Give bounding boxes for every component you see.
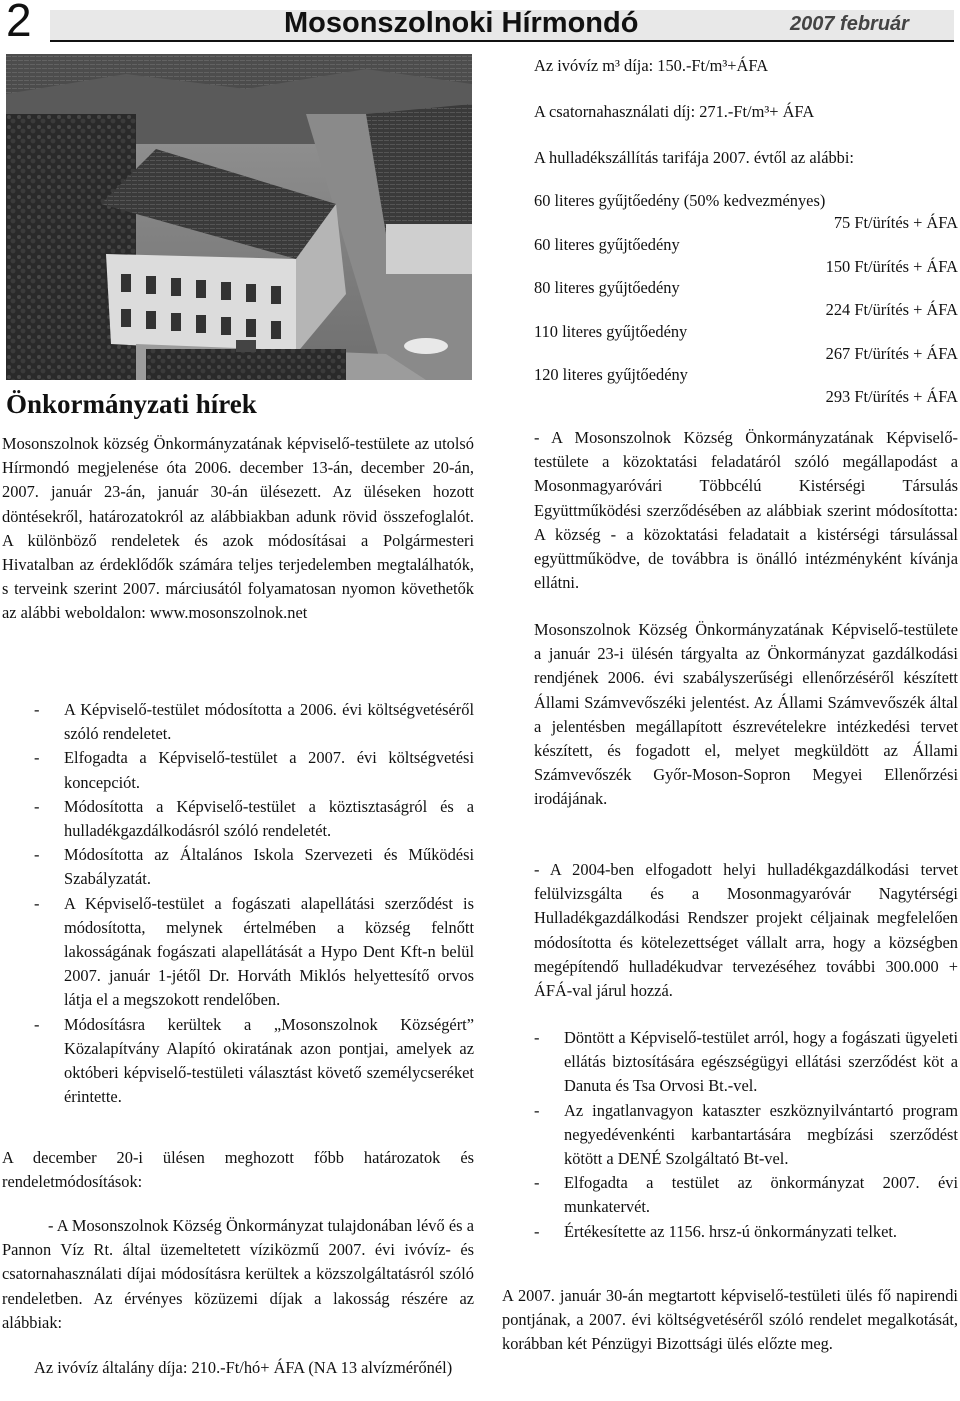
- rate-price: 293 Ft/ürítés + ÁFA: [825, 387, 958, 406]
- page-number: 2: [6, 0, 32, 46]
- rate-item: [534, 190, 958, 234]
- audit-paragraph: Mosonszolnok Község Önkormányzatának Képviselő-testülete a január 23-i ülésén tárgyalta az Önkormányzat gazdálkodási rendjének 2006. évi szabályszerűségi ellenőrzéséről készített Állami Számvevőszéki jelentést. Az Állami Számvevőszék által a jelentésben megállapított észrevételekre intézkedési tervet készített, és fogadott el, melyet megküldött az Állami Számvevőszék Győr-Moson-Sopron Megyei Ellenőrzési irodájának.: [534, 620, 958, 809]
- list-item: - A Képviselő-testület a fogászati alapellátási szerződést is módosította, melynek értelmében a község felnőtt lakosságának fogászati alapellátását a Hypo Dent Kft-n belül 2007. január 1-jétől Dr. Horváth Miklós helyettesítő orvos látja el a megszokott rendelőben.: [34, 892, 474, 1013]
- list-item: - Elfogadta a testület az önkormányzat 2007. évi munkatervét.: [534, 1171, 958, 1219]
- rate-label: 80 literes gyűjtőedény: [534, 278, 680, 297]
- list-item: - Elfogadta a Képviselő-testület a 2007. évi költségvetési koncepciót.: [34, 746, 474, 794]
- rate-label: 60 literes gyűjtőedény: [534, 234, 680, 254]
- waste-rates-list: [534, 190, 958, 408]
- decisions-list: [34, 698, 474, 1109]
- rate-price: 267 Ft/ürítés + ÁFA: [825, 343, 958, 363]
- list-item: - Módosításra kerültek a „Mosonszolnok Községért” Közalapítvány Alapító okiratának azon pontjai, amelyek az októberi képviselő-testületi választást követő személycseréket érintette.: [34, 1013, 474, 1110]
- sewer-fee: A csatornahasználati díj: 271.-Ft/m³+ ÁFA: [534, 102, 815, 121]
- list-item: - Az ingatlanvagyon kataszter eszköznyilvántartó program negyedévenkénti karbantartására megbízási szerződést kötött a DENÉ Szolgáltató Bt-vel.: [534, 1099, 958, 1172]
- rate-label: 120 literes gyűjtőedény: [534, 365, 688, 384]
- education-paragraph: - A Mosonszolnok Község Önkormányzatának Képviselő-testülete a közoktatási feladatáról szóló megállapodást a Mosonmagyaróvári Többcélú Kistérségi Társulás Együttműködési szerződésében az alábbiak szerint módosította: A község - a közoktatási feladatait a kistérségi társulással együttműködve, de továbbra is önálló intézményként kívánja ellátni.: [534, 428, 958, 593]
- list-item: - Módosította a Képviselő-testület a köztisztaságról és a hulladékgazdálkodásról szóló rendeletét.: [34, 795, 474, 843]
- january-30-paragraph: A 2007. január 30-án megtartott képviselő-testületi ülés fő napirendi pontjának, a 2007. évi költségvetéséről szóló rendelet megalkotását, korábban két Pénzügyi Bizottsági ülés előzte meg.: [502, 1286, 958, 1354]
- issue-date: 2007 február: [790, 13, 909, 35]
- intro-paragraph: Mosonszolnok község Önkormányzatának képviselő-testülete az utolsó Hírmondó megjelenése óta 2006. december 13-án, december 20-án, 2007. január 23-án, január 30-án ülésezett. Az üléseken hozott döntésekről, határozatokról az alábbiakban adunk rövid összefoglalót. A különböző rendeletek és azok módosításai a Polgármesteri Hivatalban az érdeklődők számára teljes terjedelemben megtalálhatók, s terveink szerint 2007. márciusától folyamatosan nyomon követhetők az alábbi weboldalon: www.mosonszolnok.net: [2, 434, 474, 623]
- list-item: - Módosította az Általános Iskola Szervezeti és Működési Szabályzatát.: [34, 843, 474, 891]
- waste-tariff-intro: A hulladékszállítás tarifája 2007. évtől az alábbi:: [534, 148, 854, 167]
- rate-label: 60 literes gyűjtőedény (50% kedvezményes): [534, 191, 826, 210]
- waste-plan-paragraph: - A 2004-ben elfogadott helyi hulladékgazdálkodási tervet felülvizsgálta és a Mosonmagyaróvár Nagytérségi Hulladékgazdálkodási Rendszer projekt céljainak megfelelően módosította és kötelezettséget vállalt arra, hogy a községben megépítendő hulladékudvar tervezéséhez további 300.000 + ÁFÁ-val járul hozzá.: [534, 860, 958, 1001]
- list-item: - Értékesítette az 1156. hrsz-ú önkormányzati telket.: [534, 1220, 958, 1244]
- rate-item: [534, 234, 958, 278]
- water-fees-paragraph: - A Mosonszolnok Község Önkormányzat tulajdonában lévő és a Pannon Víz Rt. által üzemeltetett víziközmű 2007. évi ivóvíz- és csatornahasználati díjai módosításra kerültek a közszolgáltatásról szóló rendeletben. Az érvényes közüzemi díjak a lakosság részére az alábbiak:: [2, 1216, 474, 1332]
- header-rule: [50, 40, 954, 42]
- list-item: - Döntött a Képviselő-testület arról, hogy a fogászati ügyeleti ellátás biztosítására egészségügyi ellátási szerződést köt a Danuta és Tsa Orvosi Bt.-vel.: [534, 1026, 958, 1099]
- section-title: Önkormányzati hírek: [6, 389, 257, 419]
- list-item: - A Képviselő-testület módosította a 2006. évi költségvetéséről szóló rendeletet.: [34, 698, 474, 746]
- rate-price: 150 Ft/ürítés + ÁFA: [825, 256, 958, 276]
- newspaper-title: Mosonszolnoki Hírmondó: [284, 7, 639, 39]
- town-hall-photo: [6, 54, 472, 380]
- rate-item: [534, 321, 958, 365]
- rate-item: [534, 364, 958, 408]
- rate-item: [534, 277, 958, 321]
- rate-price: 224 Ft/ürítés + ÁFA: [825, 300, 958, 319]
- flat-water-fee: Az ivóvíz általány díja: 210.-Ft/hó+ ÁFA (NA 13 alvízmérőnél): [34, 1358, 453, 1377]
- rate-label: 110 literes gyűjtőedény: [534, 321, 688, 341]
- december-20-heading: A december 20-i ülésen meghozott főbb határozatok és rendeletmódosítások:: [2, 1148, 474, 1192]
- right-decisions-list: [534, 1026, 958, 1244]
- water-unit-fee: Az ivóvíz m³ díja: 150.-Ft/m³+ÁFA: [534, 56, 769, 75]
- rate-price: 75 Ft/ürítés + ÁFA: [833, 213, 958, 232]
